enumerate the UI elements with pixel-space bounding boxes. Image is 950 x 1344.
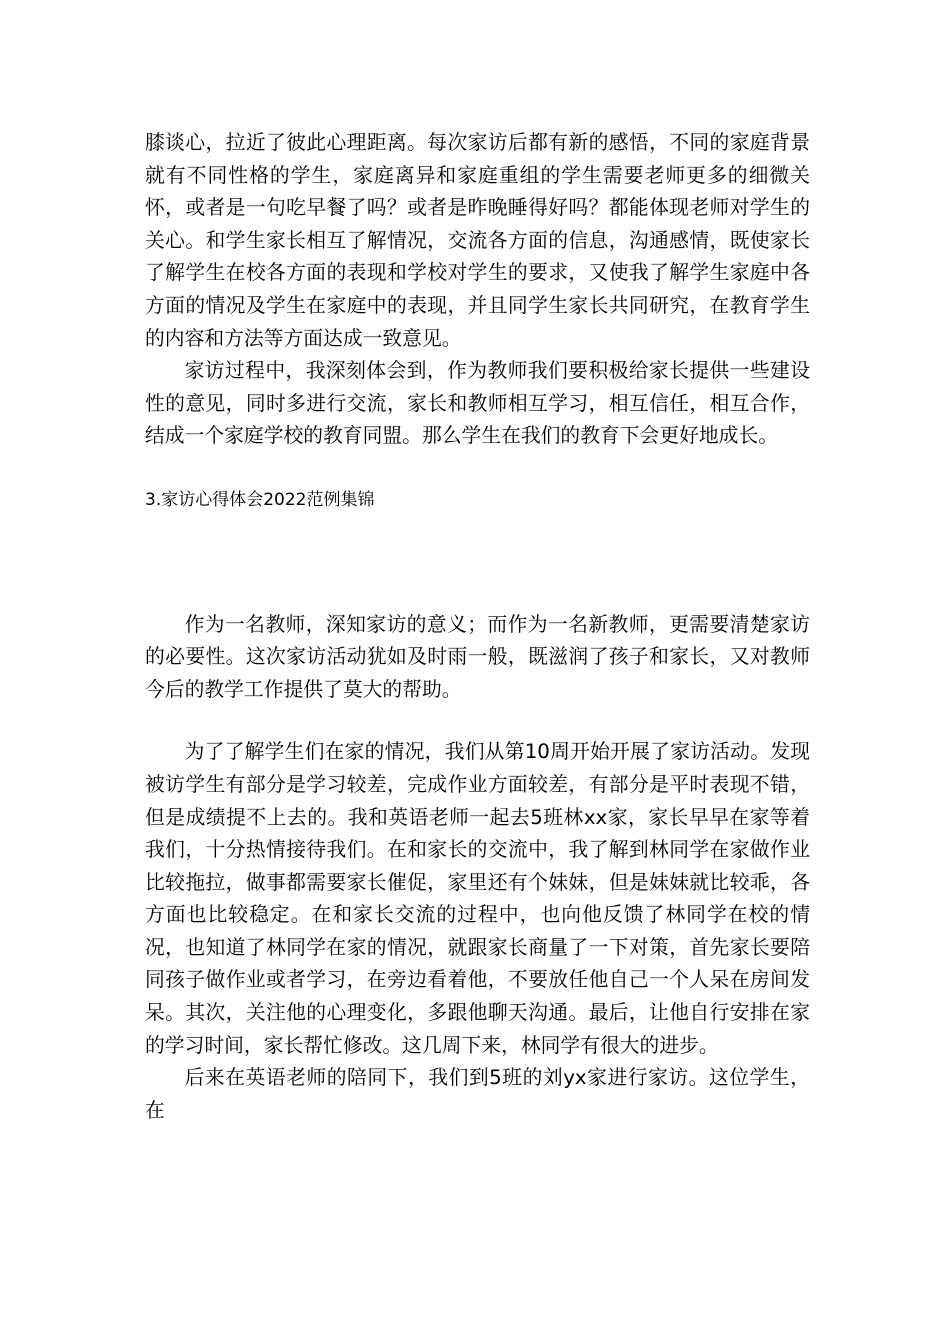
paragraph: 后来在英语老师的陪同下，我们到5班的刘yx家进行家访。这位学生，在 [145, 1066, 810, 1122]
paragraph-continued: 膝谈心，拉近了彼此心理距离。每次家访后都有新的感悟，不同的家庭背景就有不同性格的学生，家庭离异和家庭重组的学生需要老师更多的细微关怀，或者是一句吃早餐了吗？或者是昨晚睡得好吗？都能体现老师对学生的关心。和学生家长相互了解情况，交流各方面的信息，沟通感情，既使家长了解学生在校各方面的表现和学校对学生的要求，又使我了解学生家庭中各方面的情况及学生在家庭中的表现，并且同学生家长共同研究，在教育学生的内容和方法等方面达成一致意见。 [145, 131, 810, 350]
paragraph: 为了了解学生们在家的情况，我们从第10周开始开展了家访活动。发现被访学生有部分是学习较差，完成作业方面较差，有部分是平时表现不错，但是成绩提不上去的。我和英语老师一起去5班林xx家，家长早早在家等着我们，十分热情接待我们。在和家长的交流中，我了解到林同学在家做作业比较拖拉，做事都需要家长催促，家里还有个妹妹，但是妹妹就比较乖，各方面也比较稳定。在和家长交流的过程中，也向他反馈了林同学在校的情况，也知道了林同学在家的情况，就跟家长商量了一下对策，首先家长要陪同孩子做作业或者学习，在旁边看着他，不要放任他自己一个人呆在房间发呆。其次，关注他的心理变化，多跟他聊天沟通。最后，让他自行安排在家的学习时间，家长帮忙修改。这几周下来，林同学有很大的进步。 [145, 740, 810, 1057]
paragraph: 家访过程中，我深刻体会到，作为教师我们要积极给家长提供一些建设性的意见，同时多进行交流，家长和教师相互学习，相互信任，相互合作，结成一个家庭学校的教育同盟。那么学生在我们的教育下会更好地成长。 [145, 359, 810, 448]
paragraph: 作为一名教师，深知家访的意义；而作为一名新教师，更需要清楚家访的必要性。这次家访活动犹如及时雨一般，既滋润了孩子和家长，又对教师今后的教学工作提供了莫大的帮助。 [145, 612, 810, 701]
document-body [145, 127, 810, 1127]
blank-space [145, 517, 810, 609]
section-heading: 3.家访心得体会2022范例集锦 [145, 489, 375, 510]
blank-space [145, 706, 810, 736]
